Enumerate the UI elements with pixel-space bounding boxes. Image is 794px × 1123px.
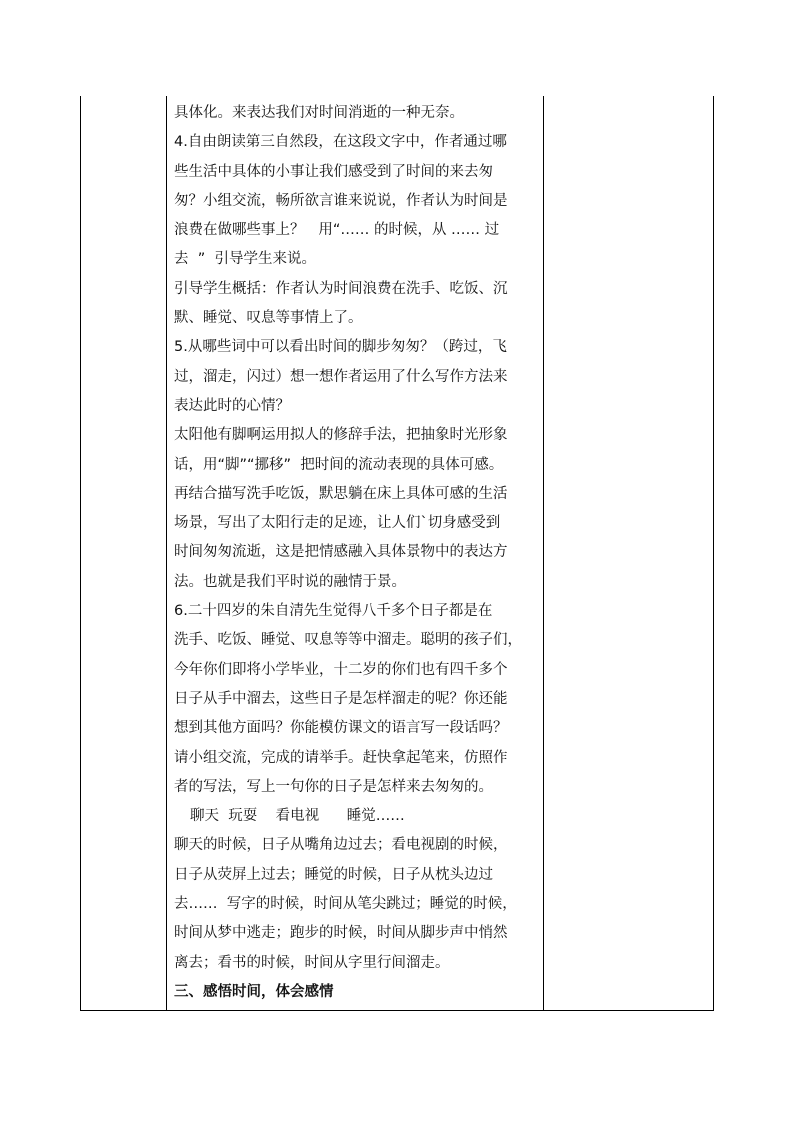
text-line: 时间匆匆流逝，这是把情感融入具体景物中的表达方 [174,544,508,561]
text-line: 聊天的时候，日子从嘴角边过去；看电视剧的时候， [174,837,508,854]
text-line: 浪费在做哪些事上？ 用“…… 的时候，从 …… 过 [174,222,500,239]
text-line: 日子从荧屏上过去；睡觉的时候，日子从枕头边过 [174,866,493,883]
text-line: 日子从手中溜去，这些日子是怎样溜走的呢？你还能 [174,690,508,707]
text-line: 4.自由朗读第三自然段，在这段文字中，作者通过哪 [174,134,507,151]
table-border-left [80,96,81,1011]
text-line: 去 ” 引导学生来说。 [174,251,316,268]
table-border-bottom [80,1010,714,1011]
text-line: 者的写法，写上一句你的日子是怎样来去匆匆的。 [174,778,493,795]
text-line: 话，用“脚”“挪移” 把时间的流动表现的具体可感。 [174,456,504,473]
text-line: 洗手、吃饭、睡觉、叹息等等中溜走。聪明的孩子们， [174,632,522,649]
table-divider-1 [166,96,167,1011]
text-line: 默、睡觉、叹息等事情上了。 [174,310,363,327]
section-heading: 三、感悟时间，体会感情 [174,983,334,1000]
text-line: 请小组交流，完成的请举手。赶快拿起笔来，仿照作 [174,749,508,766]
text-line: 过，溜走，闪过）想一想作者运用了什么写作方法来 [174,368,508,385]
text-line: 太阳他有脚啊运用拟人的修辞手法，把抽象时光形象 [174,427,508,444]
text-line: 表达此时的心情？ [174,397,290,414]
text-line: 法。也就是我们平时说的融情于景。 [174,573,406,590]
activity-word-list: 聊天 玩耍 看电视 睡觉…… [190,808,405,825]
text-line: 场景，写出了太阳行走的足迹，让人们`切身感受到 [174,515,501,532]
text-line: 5.从哪些词中可以看出时间的脚步匆匆？（跨过，飞 [174,339,507,356]
text-line: 些生活中具体的小事让我们感受到了时间的来去匆 [174,163,493,180]
text-line: 匆？小组交流，畅所欲言谁来说说，作者认为时间是 [174,192,508,209]
text-line: 6.二十四岁的朱自清先生觉得八千多个日子都是在 [174,603,493,620]
text-line: 去…… 写字的时候，时间从笔尖跳过；睡觉的时候， [174,896,517,913]
lesson-content-cell [174,99,544,1007]
text-line: 具体化。来表达我们对时间消逝的一种无奈。 [174,105,464,121]
text-line: 今年你们即将小学毕业，十二岁的你们也有四千多个 [174,661,508,678]
text-line: 想到其他方面吗？你能模仿课文的语言写一段话吗？ [174,720,508,737]
text-line: 再结合描写洗手吃饭，默思躺在床上具体可感的生活 [174,485,508,502]
table-border-right [713,96,714,1011]
text-line: 时间从梦中逃走；跑步的时候，时间从脚步声中悄然 [174,925,508,942]
text-line: 引导学生概括：作者认为时间浪费在洗手、吃饭、沉 [174,280,508,297]
text-line: 离去；看书的时候，时间从字里行间溜走。 [174,954,450,971]
